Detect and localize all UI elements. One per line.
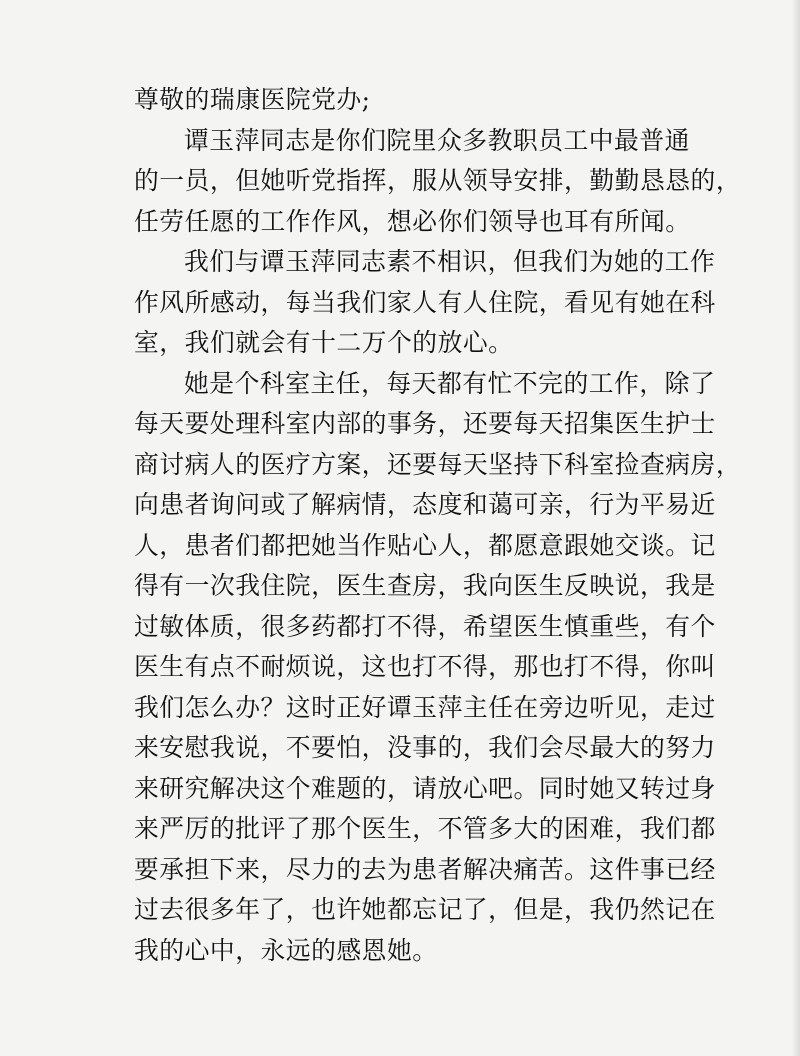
paragraph-3-line-7: 过敏体质，很多药都打不得，希望医生慎重些，有个 [134, 611, 716, 641]
paragraph-3-line-1: 她是个科室主任，每天都有忙不完的工作，除了 [184, 368, 716, 398]
paragraph-3-line-10: 来安慰我说，不要怕，没事的，我们会尽最大的努力 [134, 733, 716, 762]
paragraph-1-line-3: 任劳任愿的工作作风，想必你们领导也耳有所闻。 [134, 206, 691, 236]
paragraph-3-line-6: 得有一次我住院，医生查房，我向医生反映说，我是 [134, 571, 716, 600]
paragraph-2-line-3: 室，我们就会有十二万个的放心。 [134, 328, 514, 357]
paragraph-3-line-8: 医生有点不耐烦说，这也打不得，那也打不得，你叫 [134, 652, 716, 681]
paragraph-3-line-14: 过去很多年了，也许她都忘记了，但是，我仍然记在 [134, 895, 716, 924]
scan-edge-shadow [792, 0, 800, 1056]
salutation: 尊敬的瑞康医院党办; [134, 85, 371, 114]
paragraph-3-line-13: 要承担下来，尽力的去为患者解决痛苦。这件事已经 [134, 854, 716, 884]
paragraph-3-line-2: 每天要处理科室内部的事务，还要每天招集医生护士 [134, 409, 716, 438]
paragraph-3-line-15: 我的心中，永远的感恩她。 [134, 935, 438, 965]
paragraph-3-line-3: 商讨病人的医疗方案，还要每天坚持下科室捡查病房， [134, 449, 742, 479]
paragraph-3-line-12: 来严厉的批评了那个医生，不管多大的困难，我们都 [134, 814, 716, 843]
paragraph-1-line-1: 谭玉萍同志是你们院里众多教职员工中最普通 [184, 125, 690, 155]
paragraph-3-line-9: 我们怎么办？这时正好谭玉萍主任在旁边听见，走过 [134, 692, 716, 722]
paragraph-3-line-5: 人，患者们都把她当作贴心人，都愿意跟她交谈。记 [134, 530, 716, 560]
letter-body [134, 80, 742, 971]
paragraph-3-line-4: 向患者询问或了解病情，态度和蔼可亲，行为平易近 [134, 490, 716, 519]
paragraph-3-line-11: 来研究解决这个难题的，请放心吧。同时她又转过身 [134, 773, 716, 803]
paragraph-2-line-1: 我们与谭玉萍同志素不相识，但我们为她的工作 [184, 247, 716, 276]
paragraph-1-line-2: 的一员，但她听党指挥，服从领导安排，勤勤恳恳的， [134, 166, 742, 195]
paragraph-2-line-2: 作风所感动，每当我们家人有人住院，看见有她在科 [134, 287, 716, 317]
